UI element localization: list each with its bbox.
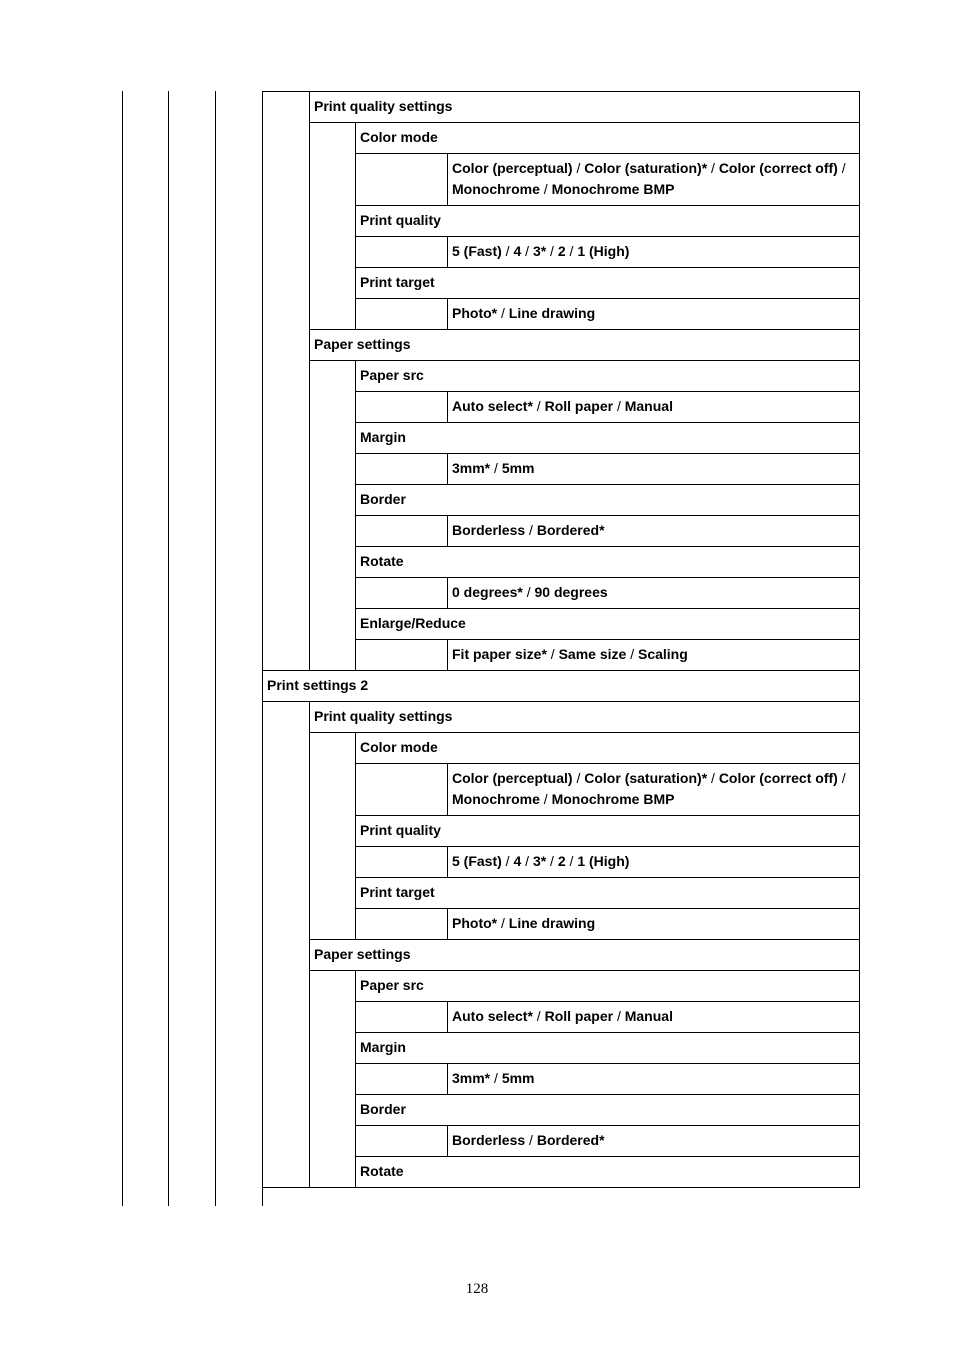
option-separator: / (497, 305, 509, 321)
menu-option: Auto select* (452, 1008, 533, 1024)
menu-options-row (447, 577, 860, 609)
menu-option: 5 (Fast) (452, 243, 502, 259)
option-separator: / (525, 1132, 537, 1148)
menu-option: 4 (513, 243, 522, 259)
menu-options-row (447, 153, 860, 206)
menu-option: Manual (624, 1008, 673, 1024)
option-separator: / (707, 770, 719, 786)
option-separator: / (613, 398, 625, 414)
menu-item-label: Margin (360, 1039, 406, 1055)
option-separator: / (546, 646, 559, 662)
page-number: 128 (465, 1281, 489, 1297)
menu-item-level-3 (355, 360, 860, 392)
menu-option: Photo* (452, 305, 498, 321)
menu-options-row (447, 846, 860, 878)
menu-item-label: Paper settings (314, 336, 411, 352)
menu-options-row (447, 1063, 860, 1095)
menu-item-level-3 (355, 267, 860, 299)
option-separator: / (565, 853, 578, 869)
option-separator: / (501, 853, 514, 869)
menu-options-row (447, 298, 860, 330)
menu-option: Same size (558, 646, 627, 662)
menu-options-row (447, 908, 860, 940)
menu-options-row (447, 236, 860, 268)
option-separator: / (546, 243, 558, 259)
menu-option: 3mm* (452, 460, 491, 476)
menu-item-level-3 (355, 422, 860, 454)
menu-item-label: Print settings 2 (267, 677, 369, 693)
indent-filler (355, 391, 448, 423)
menu-option: Monochrome BMP (551, 181, 675, 197)
menu-item-label: Print target (360, 274, 435, 290)
menu-item-level-3 (355, 970, 860, 1002)
indent-filler (309, 732, 356, 940)
menu-options-row (447, 639, 860, 671)
menu-item-level-2 (309, 91, 860, 123)
menu-options-row (447, 1125, 860, 1157)
indent-filler (355, 515, 448, 547)
menu-option: Monochrome (452, 181, 540, 197)
menu-item-level-3 (355, 546, 860, 578)
menu-option: 3* (532, 853, 547, 869)
menu-item-label: Enlarge/Reduce (360, 615, 466, 631)
menu-option: Color (correct off) (718, 770, 838, 786)
option-separator: / (525, 522, 537, 538)
menu-option: Borderless (452, 522, 526, 538)
indent-filler (355, 298, 448, 330)
menu-item-level-3 (355, 815, 860, 847)
indent-filler (355, 153, 448, 206)
menu-item-level-3 (355, 1094, 860, 1126)
option-separator: / (521, 243, 533, 259)
indent-filler (309, 970, 356, 1188)
menu-item-level-3 (355, 732, 860, 764)
option-separator: / (546, 853, 558, 869)
menu-option: Scaling (637, 646, 688, 662)
menu-option: Line drawing (508, 915, 596, 931)
menu-item-label: Rotate (360, 1163, 404, 1179)
settings-menu-tree (262, 91, 860, 1188)
menu-option: Color (perceptual) (452, 770, 573, 786)
menu-option: 2 (557, 853, 566, 869)
indent-filler (355, 577, 448, 609)
option-separator: / (521, 853, 533, 869)
menu-item-level-3 (355, 205, 860, 237)
menu-item-label: Color mode (360, 129, 438, 145)
menu-option: Bordered* (536, 1132, 605, 1148)
menu-option: Color (saturation)* (584, 770, 708, 786)
indent-filler (309, 122, 356, 330)
option-separator: / (613, 1008, 625, 1024)
menu-option: 4 (513, 853, 522, 869)
menu-item-level-3 (355, 877, 860, 909)
option-separator: / (490, 460, 502, 476)
menu-item-label: Margin (360, 429, 406, 445)
indent-filler (355, 1125, 448, 1157)
menu-option: Monochrome (452, 791, 540, 807)
indent-filler (262, 91, 310, 671)
menu-options-row (447, 1001, 860, 1033)
menu-item-level-2 (309, 939, 860, 971)
option-separator: / (539, 181, 552, 197)
indent-filler (262, 701, 310, 1188)
option-separator: / (565, 243, 578, 259)
option-separator: / (626, 646, 638, 662)
menu-item-level-3 (355, 608, 860, 640)
menu-item-label: Rotate (360, 553, 404, 569)
menu-item-label: Paper src (360, 977, 424, 993)
option-separator: / (532, 398, 545, 414)
menu-option: Monochrome BMP (551, 791, 675, 807)
menu-option: Roll paper (544, 398, 614, 414)
indent-filler (355, 639, 448, 671)
menu-item-level-3 (355, 484, 860, 516)
menu-option: 5mm (501, 1070, 535, 1086)
tree-level-line-2 (168, 91, 169, 1206)
menu-option: Manual (624, 398, 673, 414)
indent-filler (355, 1001, 448, 1033)
option-separator: / (837, 770, 846, 786)
menu-options-row (447, 391, 860, 423)
indent-filler (355, 908, 448, 940)
menu-item-level-2 (309, 329, 860, 361)
indent-filler (355, 846, 448, 878)
option-separator: / (539, 791, 552, 807)
menu-option: Borderless (452, 1132, 526, 1148)
indent-filler (355, 236, 448, 268)
option-separator: / (707, 160, 719, 176)
menu-option: 90 degrees (534, 584, 608, 600)
menu-item-level-3 (355, 122, 860, 154)
option-separator: / (497, 915, 509, 931)
menu-option: 1 (High) (577, 853, 630, 869)
option-separator: / (501, 243, 514, 259)
option-separator: / (572, 770, 585, 786)
menu-option: Color (saturation)* (584, 160, 708, 176)
indent-filler (355, 453, 448, 485)
menu-options-row (447, 763, 860, 816)
tree-level-line-3 (215, 91, 216, 1206)
menu-option: Fit paper size* (452, 646, 547, 662)
menu-option: 0 degrees* (452, 584, 523, 600)
menu-option: Roll paper (544, 1008, 614, 1024)
menu-item-label: Print quality settings (314, 708, 453, 724)
menu-option: Color (perceptual) (452, 160, 573, 176)
indent-filler (355, 1063, 448, 1095)
menu-item-label: Border (360, 491, 406, 507)
option-separator: / (532, 1008, 545, 1024)
option-separator: / (522, 584, 535, 600)
option-separator: / (572, 160, 585, 176)
menu-option: Photo* (452, 915, 498, 931)
menu-item-label: Paper src (360, 367, 424, 383)
tree-level-line-1 (122, 91, 123, 1206)
menu-option: 5 (Fast) (452, 853, 502, 869)
menu-item-label: Print quality (360, 212, 441, 228)
menu-option: 3mm* (452, 1070, 491, 1086)
menu-item-level-3 (355, 1032, 860, 1064)
menu-options-row (447, 453, 860, 485)
menu-item-label: Color mode (360, 739, 438, 755)
indent-filler (355, 763, 448, 816)
menu-option: Bordered* (536, 522, 605, 538)
option-separator: / (837, 160, 846, 176)
menu-option: Color (correct off) (718, 160, 838, 176)
menu-item-level-2 (309, 701, 860, 733)
menu-option: 1 (High) (577, 243, 630, 259)
menu-option: 5mm (501, 460, 535, 476)
indent-filler (309, 360, 356, 671)
menu-item-label: Print quality (360, 822, 441, 838)
menu-option: Line drawing (508, 305, 596, 321)
menu-option: 2 (557, 243, 566, 259)
menu-item-label: Print quality settings (314, 98, 453, 114)
menu-option: 3* (532, 243, 547, 259)
menu-item-level-1 (262, 670, 860, 702)
menu-item-label: Border (360, 1101, 406, 1117)
menu-options-row (447, 515, 860, 547)
menu-item-label: Print target (360, 884, 435, 900)
menu-item-label: Paper settings (314, 946, 411, 962)
menu-option: Auto select* (452, 398, 533, 414)
option-separator: / (490, 1070, 502, 1086)
menu-item-level-3 (355, 1156, 860, 1188)
